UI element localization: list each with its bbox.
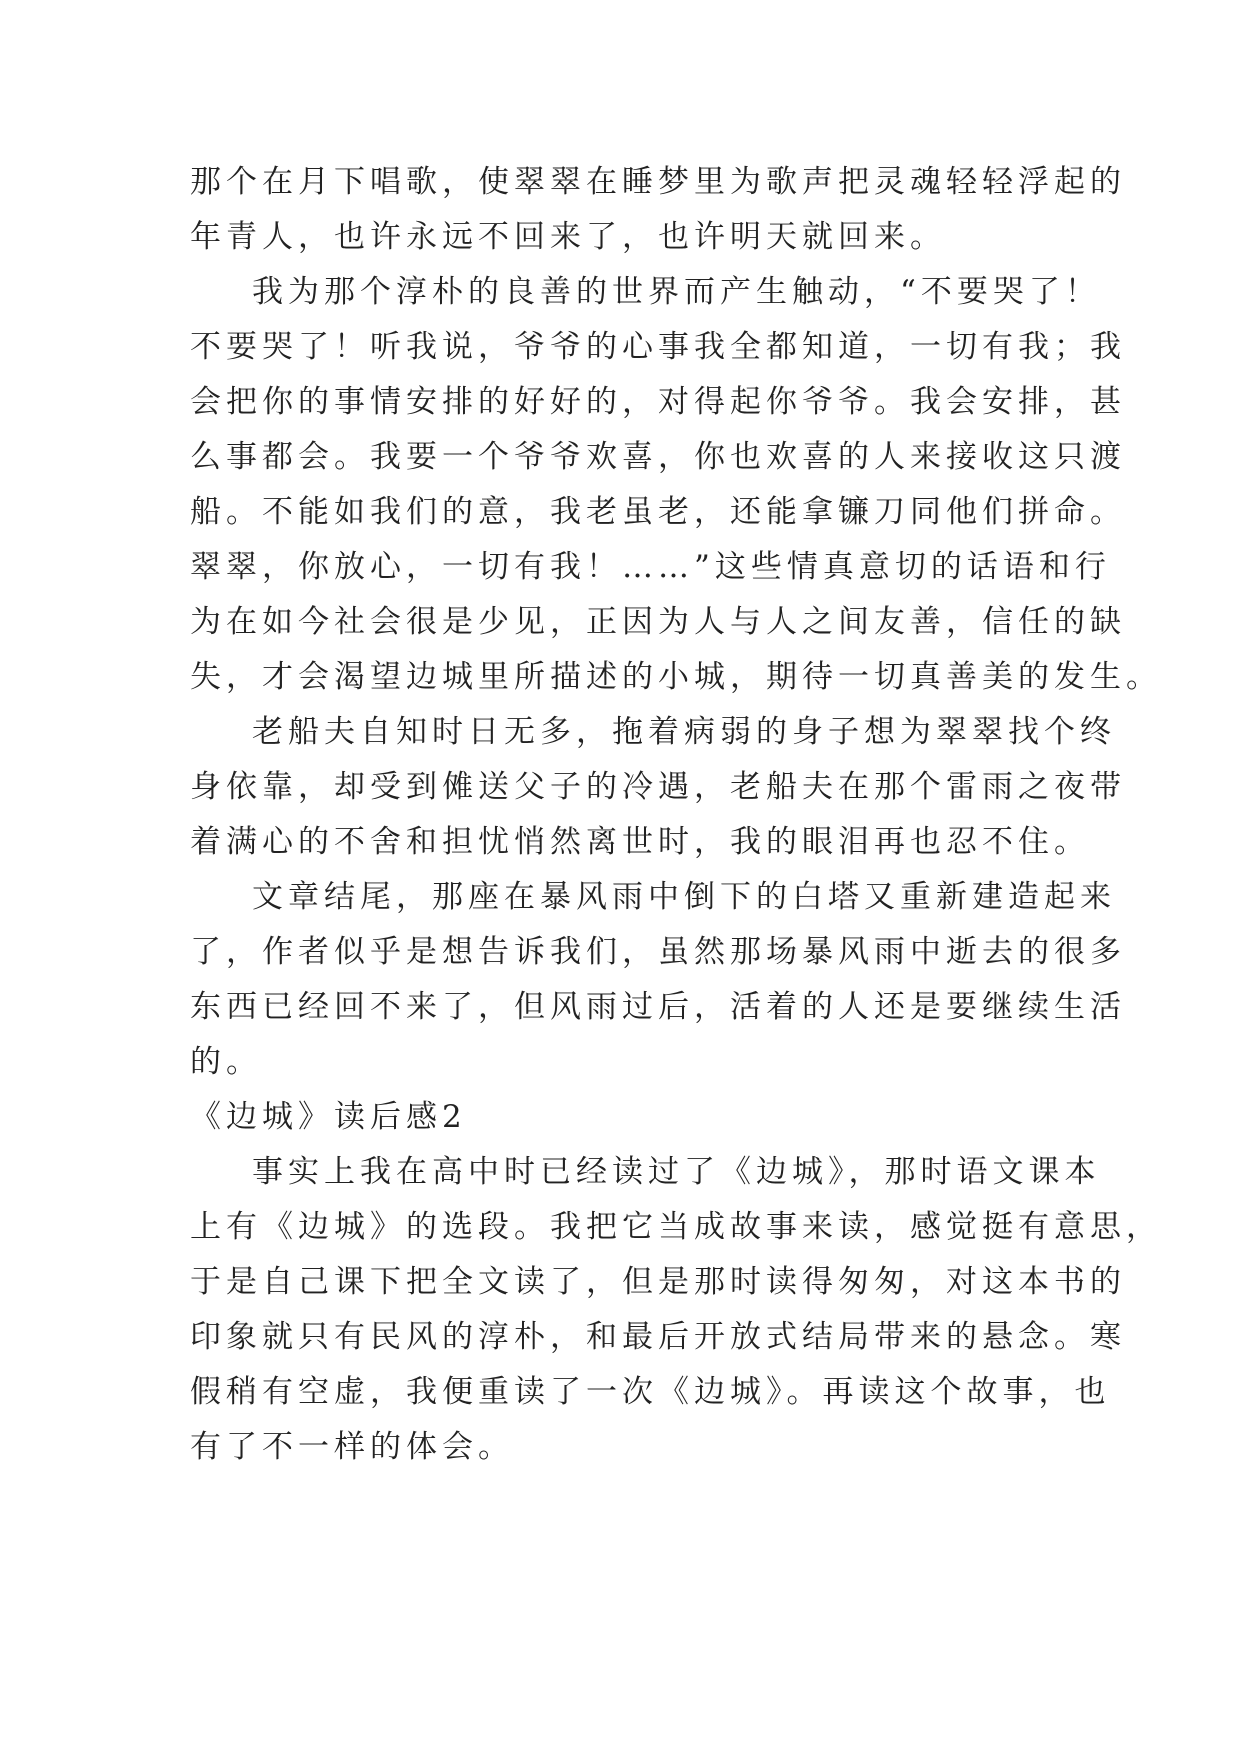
section-heading: 《边城》读后感2 <box>190 1099 467 1135</box>
text-line: 了，作者似乎是想告诉我们，虽然那场暴风雨中逝去的很多 <box>190 934 1126 970</box>
paragraph-start-line: 老船夫自知时日无多，拖着病弱的身子想为翠翠找个终 <box>252 714 1116 750</box>
text-line: 于是自己课下把全文读了，但是那时读得匆匆，对这本书的 <box>190 1264 1126 1300</box>
paragraph-start-line: 文章结尾，那座在暴风雨中倒下的白塔又重新建造起来 <box>252 879 1116 915</box>
text-line: 着满心的不舍和担忧悄然离世时，我的眼泪再也忍不住。 <box>190 824 1090 860</box>
text-line: 上有《边城》的选段。我把它当成故事来读，感觉挺有意思， <box>190 1209 1162 1245</box>
text-line: 不要哭了！听我说，爷爷的心事我全都知道，一切有我；我 <box>190 329 1126 365</box>
text-line: 会把你的事情安排的好好的，对得起你爷爷。我会安排，甚 <box>190 384 1126 420</box>
text-line: 东西已经回不来了，但风雨过后，活着的人还是要继续生活 <box>190 989 1126 1025</box>
text-line: 的。 <box>190 1044 262 1080</box>
paragraph-start-line: 我为那个淳朴的良善的世界而产生触动，“不要哭了！ <box>252 274 1101 310</box>
text-line: 么事都会。我要一个爷爷欢喜，你也欢喜的人来接收这只渡 <box>190 439 1126 475</box>
text-line: 翠翠，你放心，一切有我！……”这些情真意切的话语和行 <box>190 549 1111 585</box>
text-line: 为在如今社会很是少见，正因为人与人之间友善，信任的缺 <box>190 604 1126 640</box>
text-line: 身依靠，却受到傩送父子的冷遇，老船夫在那个雷雨之夜带 <box>190 769 1126 805</box>
text-line: 失，才会渴望边城里所描述的小城，期待一切真善美的发生。 <box>190 659 1162 695</box>
text-line: 印象就只有民风的淳朴，和最后开放式结局带来的悬念。寒 <box>190 1319 1126 1355</box>
text-line: 那个在月下唱歌，使翠翠在睡梦里为歌声把灵魂轻轻浮起的 <box>190 164 1126 200</box>
text-line: 船。不能如我们的意，我老虽老，还能拿镰刀同他们拼命。 <box>190 494 1126 530</box>
text-line: 有了不一样的体会。 <box>190 1429 514 1465</box>
text-line: 假稍有空虚，我便重读了一次《边城》。再读这个故事，也 <box>190 1374 1111 1410</box>
paragraph-start-line: 事实上我在高中时已经读过了《边城》，那时语文课本 <box>252 1154 1101 1190</box>
text-line: 年青人，也许永远不回来了，也许明天就回来。 <box>190 219 946 255</box>
